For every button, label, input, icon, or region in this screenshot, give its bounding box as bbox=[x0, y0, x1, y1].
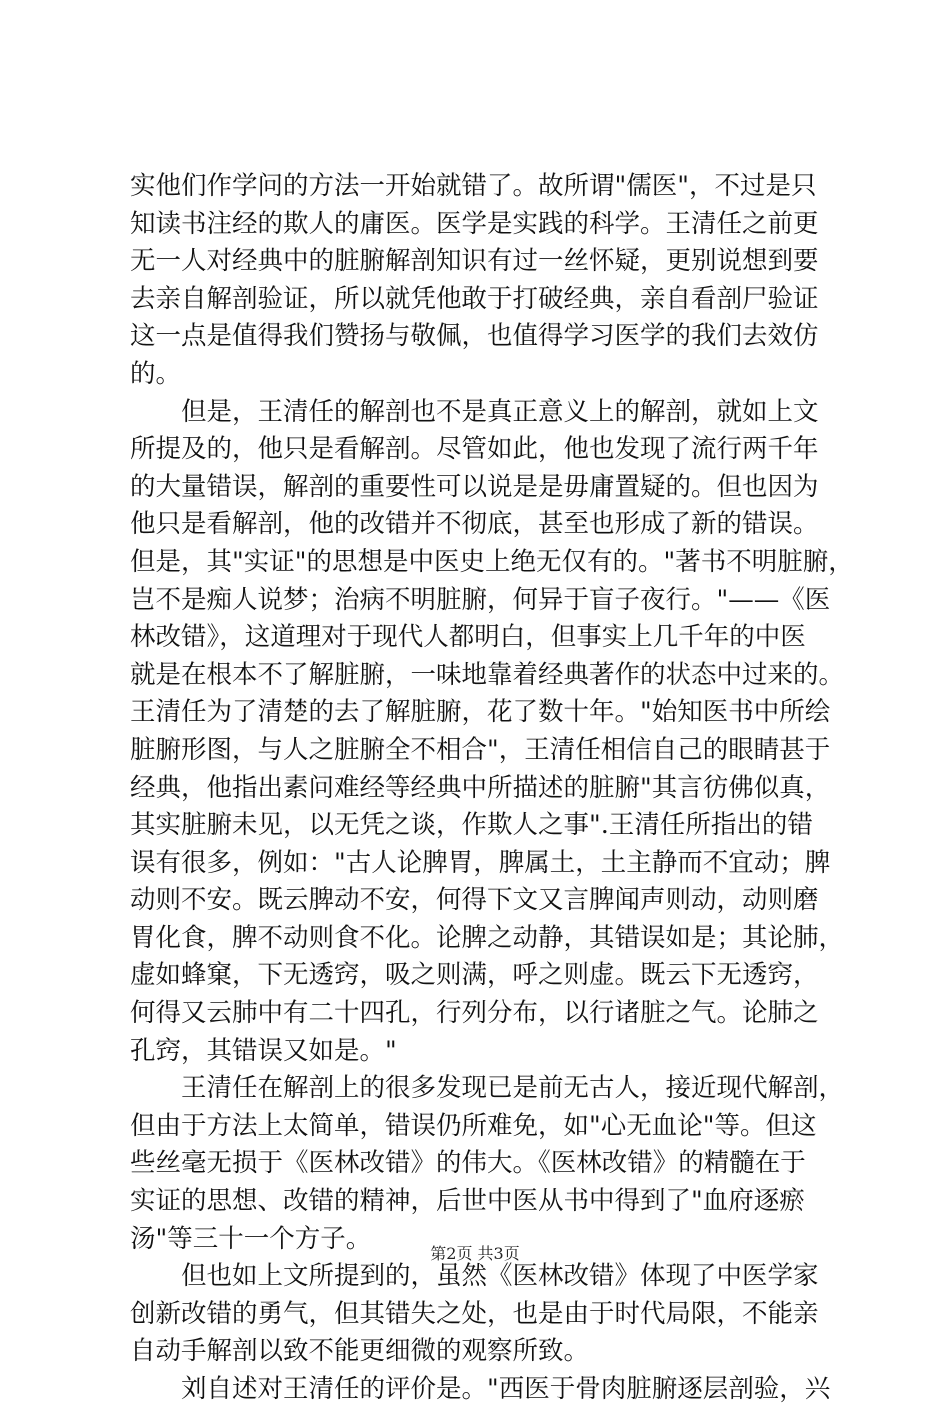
text-line: 经典，他指出素问难经等经典中所描述的脏腑"其言彷佛似真， bbox=[130, 772, 831, 803]
paragraph-start-line: 刘自述对王清任的评价是。"西医于骨肉脏腑逐层剖验，兴 bbox=[181, 1374, 831, 1404]
text-line: 岂不是痴人说梦；治病不明脏腑，何异于盲子夜行。"——《医 bbox=[130, 584, 831, 615]
text-line: 胃化食，脾不动则食不化。论脾之动静，其错误如是；其论肺， bbox=[130, 922, 845, 953]
text-line: 所提及的，他只是看解剖。尽管如此，他也发现了流行两千年 bbox=[130, 434, 819, 465]
text-line: 创新改错的勇气，但其错失之处，也是由于时代局限，不能亲 bbox=[130, 1298, 819, 1329]
text-line: 但是，其"实证"的思想是中医史上绝无仅有的。"著书不明脏腑， bbox=[130, 546, 854, 577]
text-line: 实他们作学问的方法一开始就错了。故所谓"儒医"，不过是只 bbox=[130, 171, 817, 201]
text-line: 王清任为了清楚的去了解脏腑，花了数十年。"始知医书中所绘 bbox=[130, 697, 831, 728]
text-line: 的大量错误，解剖的重要性可以说是是毋庸置疑的。但也因为 bbox=[130, 471, 819, 502]
text-line: 就是在根本不了解脏腑，一味地靠着经典著作的状态中过来的。 bbox=[130, 659, 845, 690]
text-line: 林改错》，这道理对于现代人都明白，但事实上几千年的中医 bbox=[130, 622, 806, 653]
paragraph-start-line: 王清任在解剖上的很多发现已是前无古人，接近现代解剖， bbox=[181, 1073, 845, 1104]
text-line: 脏腑形图，与人之脏腑全不相合"，王清任相信自己的眼睛甚于 bbox=[130, 734, 831, 765]
text-line: 其实脏腑未见，以无凭之谈，作欺人之事".王清任所指出的错 bbox=[130, 810, 813, 841]
text-line: 何得又云肺中有二十四孔，行列分布，以行诸脏之气。论肺之 bbox=[130, 998, 819, 1029]
text-line: 的。 bbox=[130, 358, 182, 389]
text-line: 去亲自解剖验证，所以就凭他敢于打破经典，亲自看剖尸验证 bbox=[130, 283, 819, 314]
page-number-footer: 第2页 共3页 bbox=[430, 1244, 520, 1263]
text-line: 虚如蜂窠，下无透窍，吸之则满，呼之则虚。既云下无透窍， bbox=[130, 960, 819, 991]
text-line: 动则不安。既云脾动不安，何得下文又言脾闻声则动，动则磨 bbox=[130, 885, 819, 916]
text-line: 汤"等三十一个方子。 bbox=[130, 1223, 372, 1254]
text-line: 他只是看解剖，他的改错并不彻底，甚至也形成了新的错误。 bbox=[130, 509, 819, 540]
text-line: 孔窍，其错误又如是。" bbox=[130, 1035, 397, 1066]
text-line: 这一点是值得我们赞扬与敬佩，也值得学习医学的我们去效仿 bbox=[130, 321, 819, 352]
paragraph-start-line: 但也如上文所提到的，虽然《医林改错》体现了中医学家 bbox=[181, 1261, 819, 1292]
text-line: 实证的思想、改错的精神，后世中医从书中得到了"血府逐瘀 bbox=[130, 1186, 805, 1217]
text-line: 自动手解剖以致不能更细微的观察所致。 bbox=[130, 1336, 590, 1367]
text-line: 但由于方法上太简单，错误仍所难免，如"心无血论"等。但这 bbox=[130, 1110, 817, 1141]
text-line: 些丝毫无损于《医林改错》的伟大。《医林改错》的精髓在于 bbox=[130, 1148, 806, 1179]
document-body bbox=[130, 168, 854, 1409]
text-line: 知读书注经的欺人的庸医。医学是实践的科学。王清任之前更 bbox=[130, 208, 819, 239]
text-line: 误有很多，例如："古人论脾胃，脾属土，土主静而不宜动；脾 bbox=[130, 847, 831, 878]
paragraph-start-line: 但是，王清任的解剖也不是真正意义上的解剖，就如上文 bbox=[181, 396, 819, 427]
text-line: 无一人对经典中的脏腑解剖知识有过一丝怀疑，更别说想到要 bbox=[130, 246, 819, 277]
